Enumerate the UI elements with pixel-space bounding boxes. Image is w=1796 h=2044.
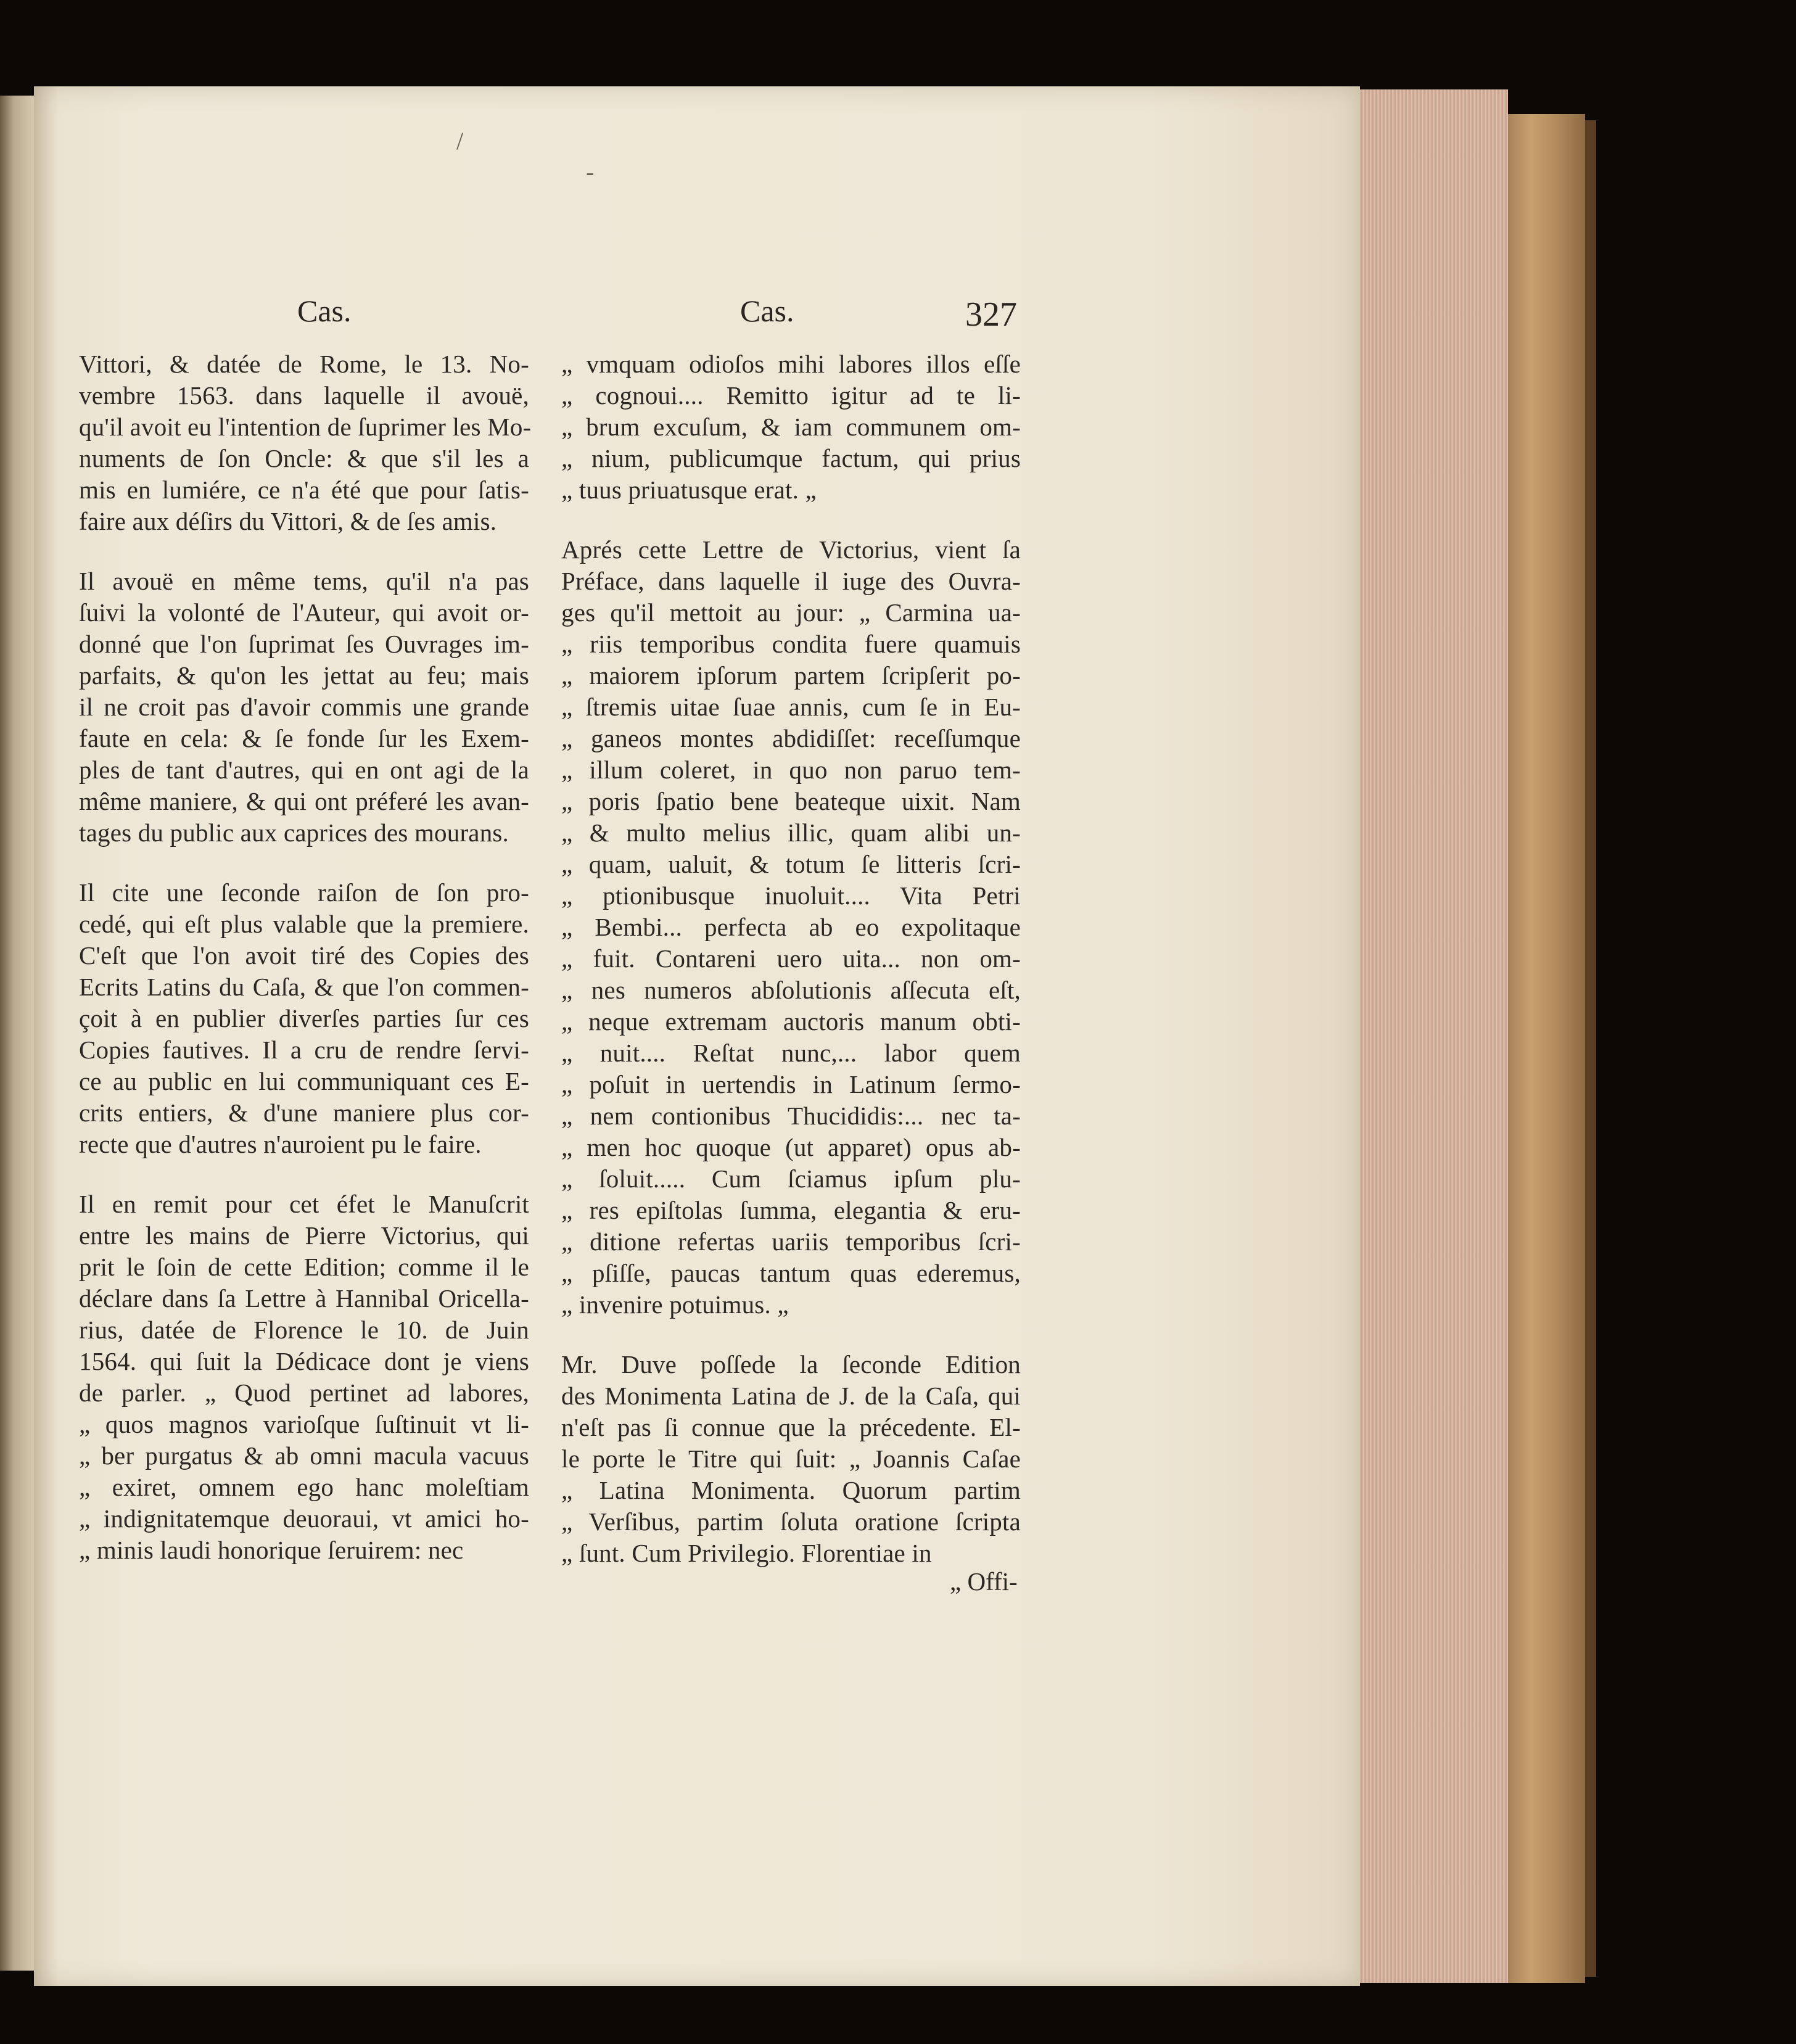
text-line: „ fuit. Contareni uero uita... non om- [561, 944, 1021, 973]
text-line: „ nuit.... Reſtat nunc,... labor quem [561, 1039, 1021, 1067]
paragraph [561, 1349, 1021, 1569]
paragraph [79, 348, 532, 537]
top-dash-mark: - [586, 158, 595, 186]
text-line: faire aux déſirs du Vittori, & de ſes amis. [79, 507, 497, 535]
text-line: „ pſiſſe, paucas tantum quas ederemus, [561, 1259, 1021, 1287]
text-line: Il avouë en même tems, qu'il n'a pas [79, 567, 529, 595]
text-line: „ Latina Monimenta. Quorum partim [561, 1476, 1021, 1504]
text-line: rius, datée de Florence le 10. de Juin [79, 1316, 529, 1344]
text-line: „ brum excuſum, & iam communem om- [561, 413, 1021, 441]
text-line: tages du public aux caprices des mourans. [79, 818, 509, 847]
text-line: „ ber purgatus & ab omni macula vacuus [79, 1441, 529, 1470]
text-line: „ exiret, omnem ego hanc moleſtiam [79, 1473, 529, 1501]
paragraph [561, 348, 1021, 506]
text-line: n'eſt pas ſi connue que la précedente. El- [561, 1413, 1021, 1441]
paragraph [79, 566, 529, 849]
text-line: „ poris ſpatio bene beateque uixit. Nam [561, 787, 1021, 815]
text-line: vembre 1563. dans laquelle il avouë, [79, 381, 529, 410]
right-text-column [561, 348, 1021, 1569]
running-head-center: Cas. [740, 294, 794, 328]
text-line: déclare dans ſa Lettre à Hannibal Oricella- [79, 1284, 529, 1313]
text-line: „ quam, ualuit, & totum ſe litteris ſcri- [561, 850, 1021, 878]
text-line: „ vmquam odioſos mihi labores illos eſſe [561, 350, 1021, 378]
cover-edge [1585, 120, 1596, 1977]
text-line: ples de tant d'autres, qui en ont agi de la [79, 756, 529, 784]
text-line: Ecrits Latins du Caſa, & que l'on commen- [79, 973, 529, 1001]
text-line: Préface, dans laquelle il iuge des Ouvra- [561, 567, 1021, 595]
text-line: „ ganeos montes abdidiſſet: receſſumque [561, 724, 1021, 752]
text-line: le porte le Titre qui ſuit: „ Joannis Caſae [561, 1444, 1021, 1473]
top-stroke-mark: / [456, 127, 464, 155]
text-line: „ quos magnos varioſque ſuſtinuit vt li- [79, 1410, 529, 1438]
text-line: C'eſt que l'on avoit tiré des Copies des [79, 941, 529, 970]
text-line: mis en lumiére, ce n'a été que pour ſatis- [79, 476, 529, 504]
text-line: „ nes numeros abſolutionis aſſecuta eſt, [561, 976, 1021, 1004]
left-text-column [79, 348, 532, 1566]
text-line: numents de ſon Oncle: & que s'il les a [79, 444, 529, 472]
text-line: il ne croit pas d'avoir commis une grande [79, 693, 529, 721]
text-line: „ ptionibusque inuoluit.... Vita Petri [561, 881, 1021, 910]
text-line: „ illum coleret, in quo non paruo tem- [561, 756, 1021, 784]
text-line: çoit à en publier diverſes parties ſur ces [79, 1004, 529, 1032]
text-line: ſuivi la volonté de l'Auteur, qui avoit or- [79, 598, 529, 627]
text-line: „ Bembi... perfecta ab eo expolitaque [561, 913, 1021, 941]
text-line: „ nium, publicumque factum, qui prius [561, 444, 1021, 472]
paragraph [79, 1189, 529, 1566]
text-line: donné que l'on ſuprimat ſes Ouvrages im- [79, 630, 529, 658]
text-line: Il cite une ſeconde raiſon de ſon pro- [79, 878, 529, 907]
text-line: „ neque extremam auctoris manum obti- [561, 1007, 1021, 1036]
text-line: ce au public en lui communiquant ces E- [79, 1067, 529, 1095]
text-line: parfaits, & qu'on les jettat au feu; mais [79, 661, 529, 690]
text-line: „ & multo melius illic, quam alibi un- [561, 818, 1021, 847]
text-line: „ Verſibus, partim ſoluta oratione ſcripta [561, 1507, 1021, 1536]
text-line: ges qu'il mettoit au jour: „ Carmina ua- [561, 598, 1021, 627]
text-line: Aprés cette Lettre de Victorius, vient ſa [561, 535, 1021, 564]
text-line: Vittori, & datée de Rome, le 13. No- [79, 350, 529, 378]
text-line: „ riis temporibus condita fuere quamuis [561, 630, 1021, 658]
text-line: Il en remit pour cet éfet le Manuſcrit [79, 1190, 529, 1218]
text-line: „ nem contionibus Thucididis:... nec ta- [561, 1102, 1021, 1130]
text-line: recte que d'autres n'auroient pu le faire. [79, 1130, 482, 1158]
text-line: „ minis laudi honorique ſeruirem: nec [79, 1536, 464, 1564]
text-line: cedé, qui eſt plus valable que la premiere. [79, 910, 529, 938]
text-line: Copies fautives. Il a cru de rendre ſervi- [79, 1036, 529, 1064]
text-line: „ invenire potuimus. „ [561, 1290, 789, 1319]
catchword: „ Offi- [950, 1567, 1018, 1596]
text-line: „ men hoc quoque (ut apparet) opus ab- [561, 1133, 1021, 1161]
text-line: „ ſunt. Cum Privilegio. Florentiae in [561, 1539, 932, 1567]
text-line: faute en cela: & ſe fonde ſur les Exem- [79, 724, 529, 752]
text-line: „ cognoui.... Remitto igitur ad te li- [561, 381, 1021, 410]
text-line: même maniere, & qui ont préferé les avan- [79, 787, 529, 815]
text-line: „ maiorem ipſorum partem ſcripſerit po- [561, 661, 1021, 690]
text-line: „ ditione refertas uariis temporibus ſcri- [561, 1227, 1021, 1256]
running-head-left: Cas. [297, 294, 352, 328]
paragraph [561, 534, 1021, 1321]
text-line: „ ſtremis uitae ſuae annis, cum ſe in Eu- [561, 693, 1021, 721]
text-line: crits entiers, & d'une maniere plus cor- [79, 1098, 529, 1127]
text-line: „ ſoluit..... Cum ſciamus ipſum plu- [561, 1164, 1021, 1193]
page-block-edges [1360, 89, 1508, 1983]
paragraph [79, 877, 529, 1160]
leather-cover [1508, 114, 1585, 1983]
text-line: „ res epiſtolas ſumma, elegantia & eru- [561, 1196, 1021, 1224]
text-line: „ indignitatemque deuoraui, vt amici ho- [79, 1504, 529, 1533]
text-line: 1564. qui ſuit la Dédicace dont je viens [79, 1347, 529, 1375]
text-line: „ poſuit in uertendis in Latinum ſermo- [561, 1070, 1021, 1098]
text-line: Mr. Duve poſſede la ſeconde Edition [561, 1350, 1021, 1378]
text-line: des Monimenta Latina de J. de la Caſa, qui [561, 1382, 1021, 1410]
page-number: 327 [965, 295, 1017, 334]
text-line: entre les mains de Pierre Victorius, qui [79, 1221, 529, 1250]
text-line: prit le ſoin de cette Edition; comme il le [79, 1253, 529, 1281]
text-line: de parler. „ Quod pertinet ad labores, [79, 1378, 529, 1407]
text-line: „ tuus priuatusque erat. „ [561, 476, 817, 504]
facing-page-edge [0, 96, 34, 1971]
text-line: qu'il avoit eu l'intention de ſuprimer les Mo- [79, 413, 532, 441]
